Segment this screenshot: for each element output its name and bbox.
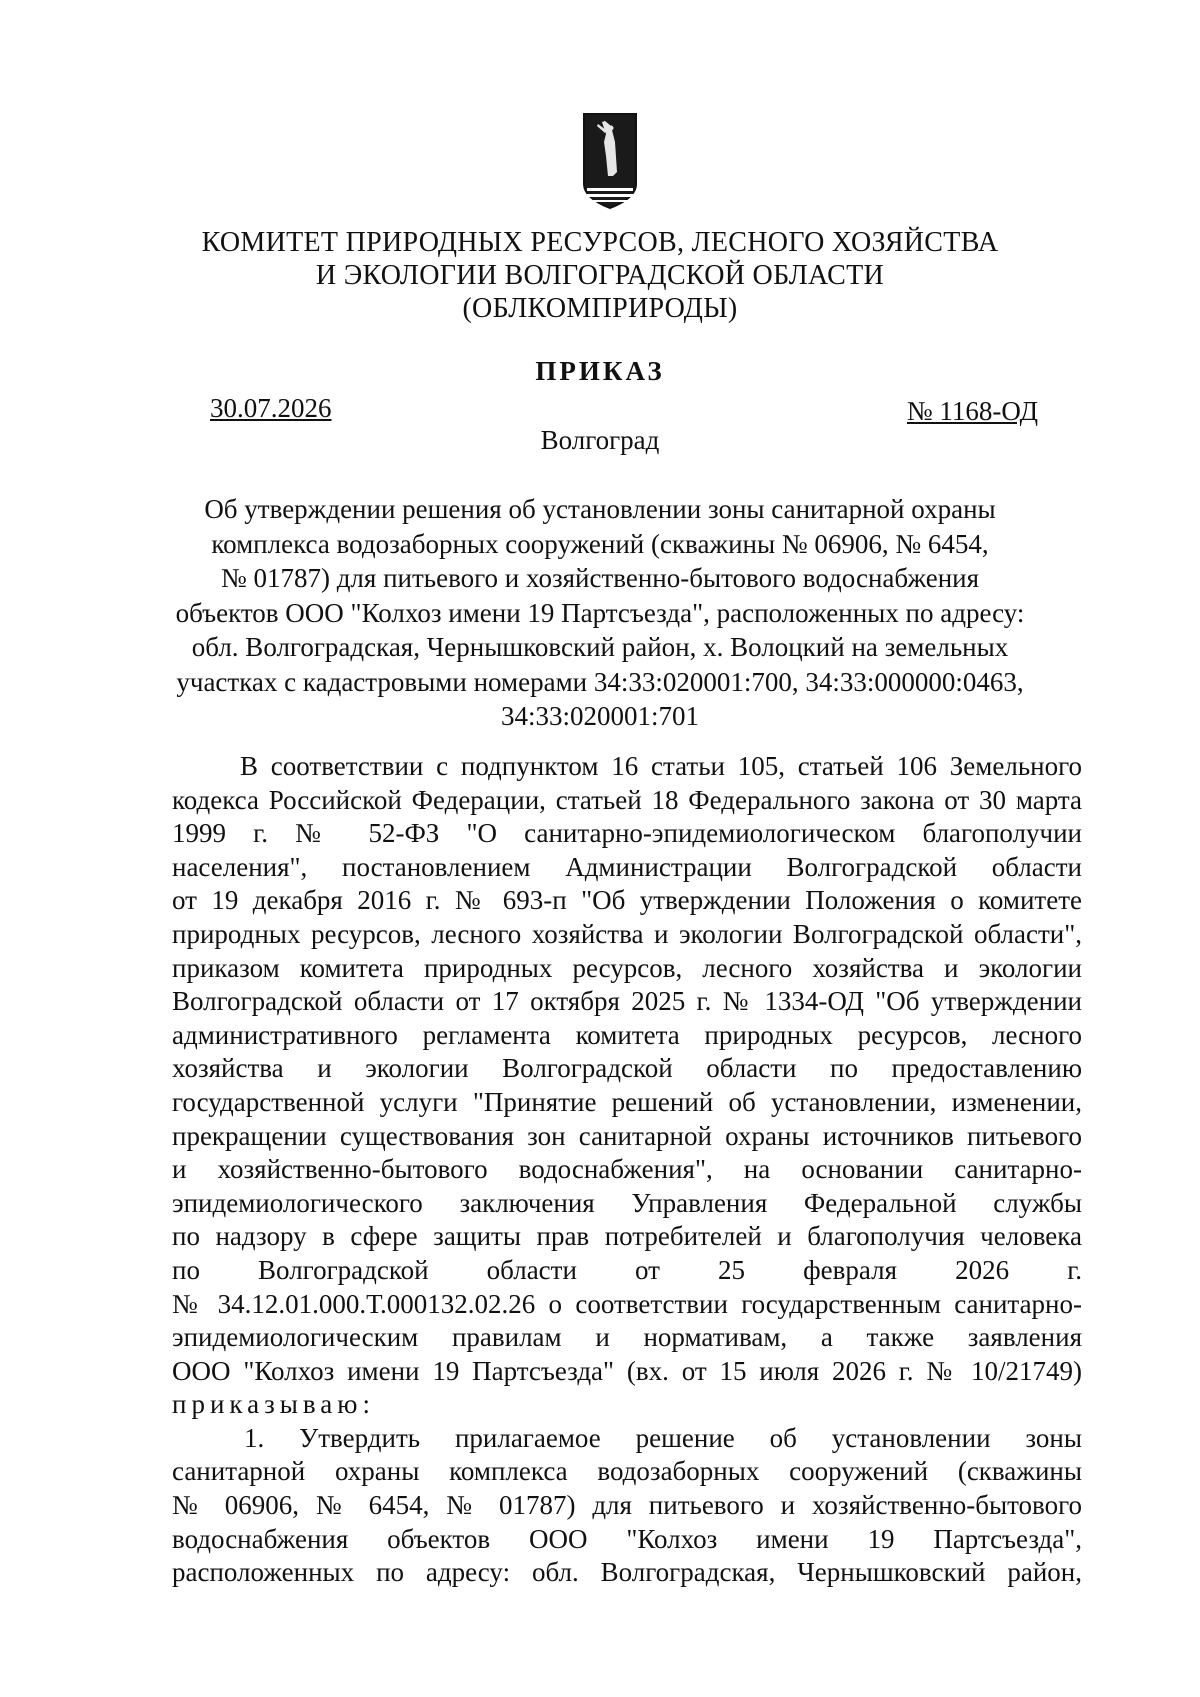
body-line: и хозяйственно-бытового водоснабжения", на основании санитарно-: [172, 1154, 1082, 1185]
subject-line: Об утверждении решения об установлении зоны санитарной охраны: [204, 494, 996, 524]
body-line: государственной услуги "Принятие решений об установлении, изменении,: [172, 1086, 1082, 1117]
order-date: 30.07.2026: [210, 393, 332, 423]
body-line: хозяйства и экологии Волгоградской области по предоставлению: [172, 1053, 1082, 1084]
body-line: 1999 г. № 52-ФЗ "О санитарно-эпидемиологическом благополучии: [172, 818, 1082, 849]
subject-line: комплекса водозаборных сооружений (скважины № 06906, № 6454,: [211, 528, 989, 559]
body-line: прекращении существования зон санитарной охраны источников питьевого: [172, 1120, 1082, 1151]
org-line-1: КОМИТЕТ ПРИРОДНЫХ РЕСУРСОВ, ЛЕСНОГО ХОЗЯЙСТВА: [201, 227, 999, 258]
subject-line: 34:33:020001:701: [500, 701, 699, 731]
coat-of-arms-emblem: [582, 112, 638, 210]
body-line: кодекса Российской Федерации, статьей 18 Федерального закона от 30 марта: [172, 784, 1082, 815]
body-line: № 34.12.01.000.Т.000132.02.26 о соответствии государственным санитарно-: [172, 1288, 1082, 1319]
body-line: расположенных по адресу: обл. Волгоградская, Чернышковский район,: [172, 1557, 1082, 1588]
body-line: административного регламента комитета природных ресурсов, лесного: [172, 1019, 1082, 1050]
body-line: по Волгоградской области от 25 февраля 2026 г.: [172, 1254, 1082, 1285]
organization-name: [0, 226, 1200, 325]
body-line: водоснабжения объектов ООО "Колхоз имени 19 Партсъезда",: [172, 1523, 1082, 1554]
body-line: эпидемиологического заключения Управления Федеральной службы: [172, 1187, 1082, 1218]
order-title: ПРИКАЗ: [535, 356, 665, 386]
body-line: Волгоградской области от 17 октября 2025 г. № 1334-ОД "Об утверждении: [172, 986, 1082, 1017]
body-line: В соответствии с подпунктом 16 статьи 105, статьей 106 Земельного: [240, 751, 1082, 781]
body-line: приказом комитета природных ресурсов, лесного хозяйства и экологии: [172, 952, 1082, 983]
body-line-order-word: приказываю:: [172, 1389, 375, 1420]
body-line: 1. Утвердить прилагаемое решение об установлении зоны: [244, 1422, 1082, 1453]
subject-line: обл. Волгоградская, Чернышковский район, х. Волоцкий на земельных: [191, 632, 1009, 662]
body-line: ООО "Колхоз имени 19 Партсъезда" (вх. от 15 июля 2026 г. № 10/21749): [172, 1355, 1082, 1386]
subject-line: участках с кадастровыми номерами 34:33:020001:700, 34:33:000000:0463,: [176, 666, 1024, 697]
subject-line: объектов ООО "Колхоз имени 19 Партсъезда", расположенных по адресу:: [175, 597, 1025, 628]
body-line: от 19 декабря 2016 г. № 693-п "Об утверждении Положения о комитете: [172, 885, 1082, 916]
subject-line: № 01787) для питьевого и хозяйственно-бытового водоснабжения: [220, 563, 980, 593]
order-number: № 1168-ОД: [906, 396, 1038, 426]
org-line-3: (ОБЛКОМПРИРОДЫ): [462, 293, 738, 324]
body-line: природных ресурсов, лесного хозяйства и экологии Волгоградской области",: [172, 918, 1082, 949]
body-line: санитарной охраны комплекса водозаборных сооружений (скважины: [172, 1456, 1082, 1487]
order-city: Волгоград: [540, 425, 660, 455]
org-line-2: И ЭКОЛОГИИ ВОЛГОГРАДСКОЙ ОБЛАСТИ: [315, 260, 885, 291]
order-subject: [150, 492, 1050, 734]
body-line: № 06906, № 6454, № 01787) для питьевого и хозяйственно-бытового: [172, 1490, 1082, 1521]
body-line: по надзору в сфере защиты прав потребителей и благополучия человека: [172, 1221, 1082, 1252]
order-body: [172, 750, 1082, 1590]
body-line: населения", постановлением Администрации Волгоградской области: [172, 851, 1082, 882]
body-line: эпидемиологическим правилам и нормативам, а также заявления: [172, 1322, 1082, 1353]
